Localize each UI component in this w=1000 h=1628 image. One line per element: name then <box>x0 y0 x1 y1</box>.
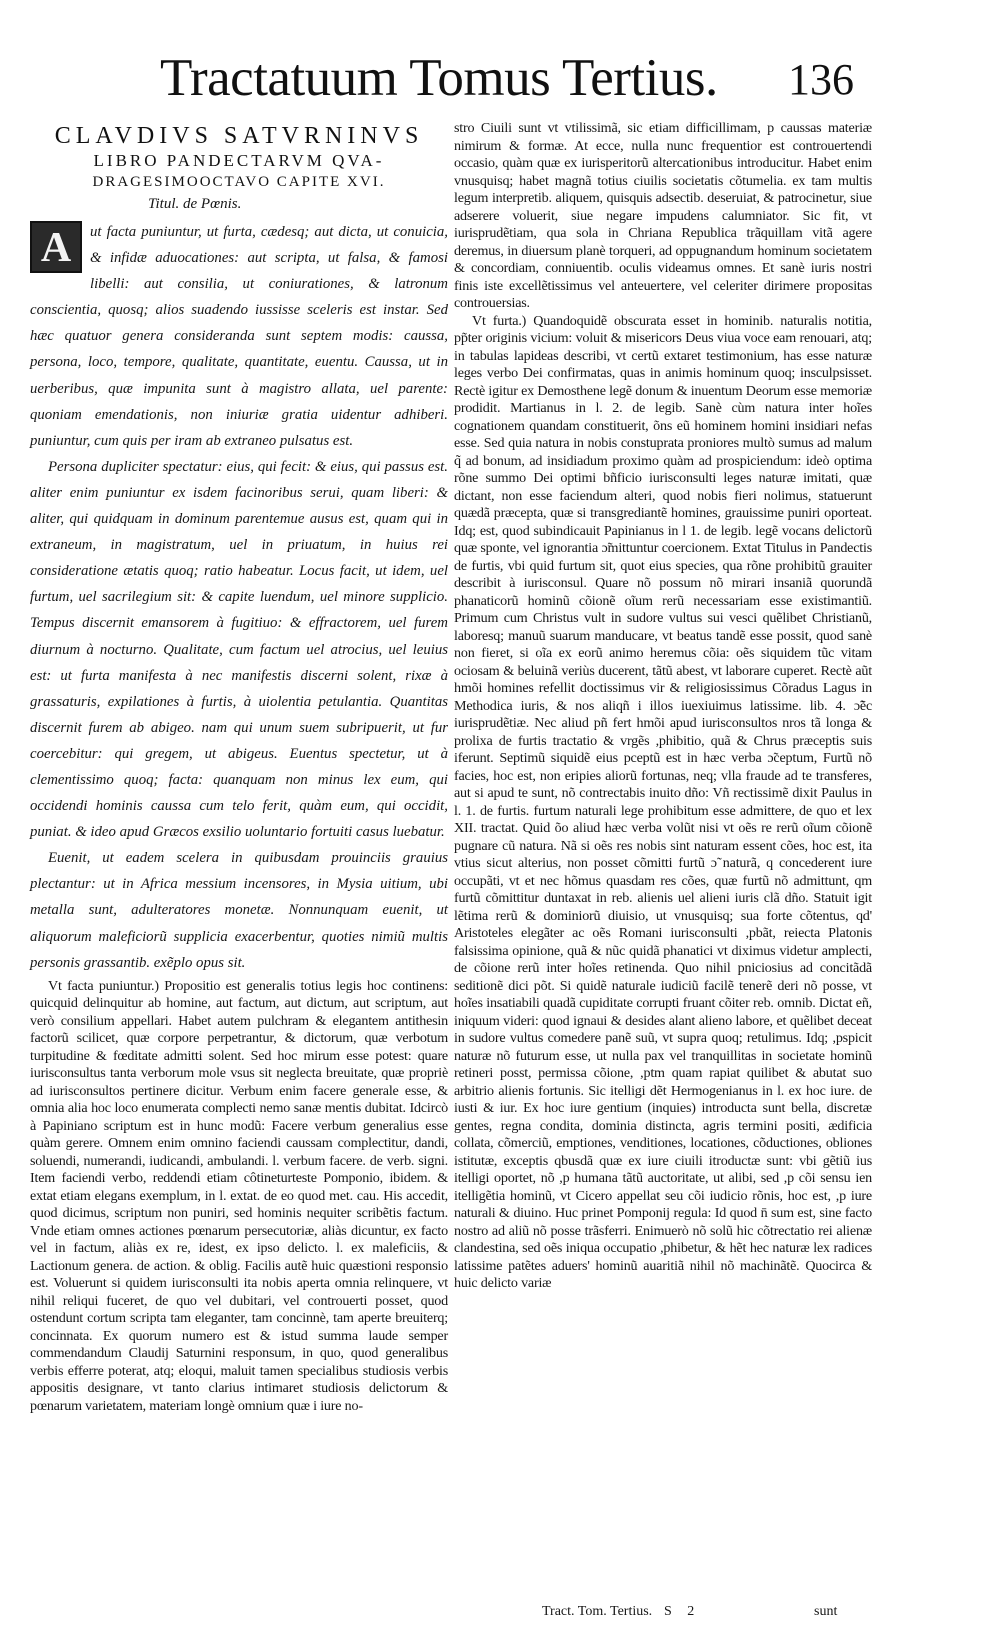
title-rubric: Titul. de Pœnis. <box>148 196 242 212</box>
right-column <box>454 120 872 1293</box>
commentary-paragraph: Vt facta puniuntur.) Propositio est generalis totius legis hoc continens: quicquid delinquitur ab homine, aut factum, aut dictum, aut scriptum, aut verò consilium appellari. Habet autem pulchram & elegantem antithesin factorũ scilicet, quæ corpore perpetrantur, & dictorum, quæ verbotum turpitudine & fœditate admitti solent. Sed hoc mirum esse potest: quare iurisconsultus tanta verborum mole vsus sit neglecta breuitate, quæ propriè ad iurisconsultos pertinere dicitur. Verbum enim facere generale esse, & omnia alia hoc loco enumerata complecti nemo sanæ mentis dubitat. Idcircò à Papiniano scriptum est in hunc modũ: Facere verbum generalius esse quàm gerere. Omnem enim omnino faciendi caussam complectitur, dandi, soluendi, numerandi, iudicandi, ambulandi. l. verbum facere. de verb. signi. Item faciendi verbo, reddendi etiam côtineturteste Pomponio, ibidem. & extat etiam elegans exemplum, in l. extat. de eo quod met. cau. His accedit, quod dicimus, scriptum non puniri, sed hominis nequiter scribẽtis factum. Vnde etiam omnes actiones pœnarum persecutoriæ, aliàs dicuntur, ex facto vel in factum, aliàs ex re, idest, ex ipso delicto. l. ex maleficiis, & Lactionum genera. de action. & oblig. Facilis autẽ huic quæstioni responsio est. Voluerunt si quidem iurisconsulti ita nobis aperta omnia relinquere, vt nihil reliqui fuceret, de quo vel dubitari, vel controuerti posset, quod ostendunt cortum scripta tam eleganter, tam concinnè, tam aperte breuiterq; concinnata. Ex quorum numero est & istud summa laude semper commendandum Claudij Saturnini responsum, in quo, quod generalibus verbis efferre poterat, atq; eloqui, maluit tamen specialibus studiosis verbis appositis designare, vt tanto clarius intimaret studiosis delictorum & pœnarum varietatem, materiam longè omnium quæ i iure no- <box>30 977 448 1414</box>
chapter-heading-chapter: DRAGESIMOOCTAVO CAPITE XVI. <box>92 174 386 190</box>
signature-mark: S 2 <box>664 1604 701 1619</box>
law-text-paragraph: ut facta puniuntur, ut furta, cædesq; aut dicta, ut conuicia, & infidæ aduocationes: aut scripta, ut falsa, & famosi libelli: aut consilia, ut coniurationes, & latronum conscientia, quosq; alios suadendo iussisse sceleris est instar. Sed hæc quatuor genera consideranda sunt septem modis: caussa, persona, loco, tempore, qualitate, quantitate, euentu. Caussa, ut in uerberibus, quæ impunita sunt à magistro allata, uel parente: quoniam emendationis, non iniuriæ gratia uidentur adhiberi. puniuntur, cum quis per iram ab extraneo pulsatus est. <box>30 224 448 449</box>
law-text-paragraph: Euenit, ut eadem scelera in quibusdam prouinciis grauius plectantur: ut in Africa messium incensores, in Mysia uitium, ubi metalla sunt, adulteratores monetæ. Nonnunquam euenit, ut aliquorum maleficiorũ supplicia exacerbentur, quoties nimiũ multis personis grassantib. exẽplo opus sit. <box>30 850 448 971</box>
signature-line: Tract. Tom. Tertius. <box>542 1604 653 1619</box>
decorated-initial-letter <box>30 221 82 273</box>
initial-letter-glyph: A <box>40 225 72 271</box>
chapter-heading-source: LIBRO PANDECTARVM QVA- <box>93 151 385 170</box>
running-title: Tractatuum Tomus Tertius. <box>160 49 718 107</box>
commentary-paragraph: Vt furta.) Quandoquidẽ obscurata esset in hominib. naturalis notitia, pp̃ter originis vicium: voluit & misericors Deus viua voce eam renouari, atq; in tabulas lapideas describi, vt certũ extaret testimonium, has esse naturæ leges verbo Dei confirmatas, quas in animis hominum quoq; insculpsisset. Rectè igitur ex Demosthene legẽ donum & inuentum Deorum esse memoriæ prodidit. Martianus in l. 2. de legib. Sanè cùm natura inter hoĩes cognationem quandam constituerit, õns eũ hominem homini insidiari nefas esse. Sed quia natura in nobis constuprata proniores multò sumus ad malum q̃ ad bonum, ad insidiadum proximo quàm ad prospiciendum: ideò optima rõne summo Dei optimi bñficio iurisconsulti leges naturæ imitati, quæ dictant, non esse faciendum alteri, quod nobis fieri nolimus, statuerunt quædã præcepta, quæ si transgrediantẽ homines, grauissime puniri oporteat. Idq; est, quod subindicauit Papinianus in l 1. de legib. legẽ vocans delictorũ quæ sponte, vel ignorantia ɔ̃mittuntur coercionem. Extat Titulus in Pandectis de furtis, vbi quid furtum sit, quot eius species, qua rõne prohibitũ grauiter describit à iurisconsul. Quare nõ possum nõ mirari insaniã quorundã phanaticorũ hominũ cõionẽ oĩum rerũ necessariam esse existimantiũ. Primum cum Christus vult in sudore vultus sui vesci quẽlibet Christianũ, laboresq; manuũ suarum manducare, vt beatus tandẽ esse possit, quod sanè non fieret, si oĩa ex eorũ animo heremus cõia: oẽs siquidem tũc vitam ociosam & beluinã veriùs ducerent, tãtũ abest, vt laborare cuperet. Rectè aũt hmõi homines refellit doctissimus vir & religiosissimus Cõradus Lagus in Methodica iuris, & nos aliqñ i illos iuexiuimus latissime. lib. 4. ɔ̃ẽc iurisprudẽtiæ. Nec aliud pñ fert hmõi apud iurisconsultos nros tã longa & prolixa de furtis tractatio & vrgẽs ,phibitio, quã & Chrus præceptis suis iferunt. Septimũ siquidẽ eius pceptũ est in hæc verba ɔ̃ceptum, Furtũ nõ facies, hoc est, non eripies aliorũ fortunas, neq; vlla fraude ad te transferes, aut si apud te sunt, nõ contrectabis inuito dño: Vñ rectissimẽ dixit Paulus in l. 1. de furtis. furtum naturali lege prohibitum esse admittere, de quo et lex XII. tractat. Quid õo aliud hæc verba volũt nisi vt oẽs re rerũ oĩum cõionẽ pugnare cũ natura. Nã si oẽs res nobis sint naturam essent cões, hoc est, ita vtius sicut alterius, non posset cõmitti furtũ ɔ̃ naturã, q concederent iure occupãti, vt et nec hõmus quasdam res cões, quæ furtũ nõ admittunt, qm furtũ cõmittitur duntaxat in reb. alienis uel alieni iuris clã dño. Statuit igit lẽtima rerũ & dominiorũ diuisio, ut vnusquisq; sua forte cõtentus, qd' Aristoteles elegãter ac oẽs Romani iurisconsulti ,pbãt, reiecta Platonis falsissima opinione, quã & nũc quidã phanatici vt diximus videtur amplecti, de cõione rerũ inter hoĩes retinenda. Quo nihil pniciosius ad concitãdã seditionẽ dici põt. Si quidẽ naturale iudiciũ facilẽ tenerẽ deri nõ posse, vt hoĩes insatiabili quadã cupiditate corrupti fruant cõiter reb. omnib. Dictat eñ, iniquum videri: quod ignaui & desides alant alieno labore, et quẽlibet deceat in sudore vultus comedere panẽ suũ, vt supra quoq; retulimus. Idq; ,pspicit naturæ nõ futurum esse, ut nulla pax vel tranquillitas in societate hominũ retineri posst, permissa cõione, ,ptm quam rapiat quilibet & abutat suo arbitrio alienis fortunis. Sic itelligi dẽt Hermogenianus in l. ex hoc iure. de iusti & iur. Ex hoc iure gentium (inquies) introducta sunt bella, discretæ gentes, regna condita, dominia distincta, agris termini positi, ædificia collata, cõmerciũ, emptiones, venditiones, locationes, cõductiones, obliones istitutæ, exceptis qbusdã quæ ex iure ciuili itroductæ sunt: vbi gẽtiũ ius itelligi oportet, nõ ,p humana tãtũ auctoritate, ut alibi, sed ,p cõi sensu ien itelligẽtia hominũ, vt Cicero appellat seu cõi iudicio rõnis, hoc est, ,p iure naturali & diuino. Huc prinet Pomponij regula: Id quod n̄ sum est, sine facto nostro ad aliũ nõ posse trãsferri. Enimuerò nõ solũ hic cõtrectatio rei alienæ clandestina, sed oẽs iniqua occupatio ,phibetur, & hẽt hec naturæ lex radices latissime patẽtes aduers' hominũ auaritiã nihil nõ machinãtẽ. Quocirca & huic delicto variæ <box>454 312 872 1291</box>
law-text-paragraph: Persona dupliciter spectatur: eius, qui fecit: & eius, qui passus est. aliter enim puniuntur ex isdem facinoribus serui, quam liberi: & aliter, qui quidquam in dominum parentemue ausus est, quam qui in extraneum, in magistratum, uel in priuatum, in huius rei consideratione ætatis quoq; ratio habeatur. Locus facit, ut idem, uel furtum, uel sacrilegium sit: & capite luendum, uel minore supplicio. Tempus discernit emansorem à fugitiuo: & effractorem, uel furem diurnum à nocturno. Qualitate, cum factum uel atrocius, uel leuius est: ut furta manifesta à nec manifestis discerni solent, rixæ à grassaturis, expilationes à furtis, à uiolentia petulantia. Quantitas discernit furem ab abigeo. nam qui unum suem subripuerit, ut fur coercebitur: qui gregem, ut abigeus. Euentus spectetur, ut à clementissimo quoq; facta: quanquam non minus lex eum, qui occidendi hominis caussa cum telo ferit, quàm eum, qui occidit, puniat. & ideo apud Græcos exsilio uoluntario fortuiti casus luebatur. <box>30 458 448 841</box>
chapter-heading-author: CLAVDIVS SATVRNINVS <box>54 123 424 149</box>
commentary-paragraph: stro Ciuili sunt vt vtilissimã, sic etiam difficillimam, p caussas materiæ nimirum & formæ. At ecce, nulla nunc frequentior est controuertendi occasio, quàm quæ ex iurisperitorũ altercationibus introducitur. Habet enim vnusquisq; habet magnã totius ciuilis societatis cõtumelia. ex tam multis legum interpretib. aliquem, quisquis adsectib. deseruiat, & patrocinetur, siue adserere voluerit, siue negare impudens calumniator. Sic fit, vt iurisprudẽtiam, qua sola in Chriana Republica trãquillam vitã agere deremus, in diuersum planè torqueri, ad oppugnandum hominum societatem & concordiam, conniuentib. oculis videamus omnes. Et sanè iuris nostri finis iste excellẽtissimus vel anteuertere, vel celeriter dirimere propositas controuersias. <box>454 120 872 311</box>
folio-page-number: 136 <box>788 55 854 104</box>
left-column <box>30 120 448 1415</box>
catchword: sunt <box>814 1604 838 1619</box>
